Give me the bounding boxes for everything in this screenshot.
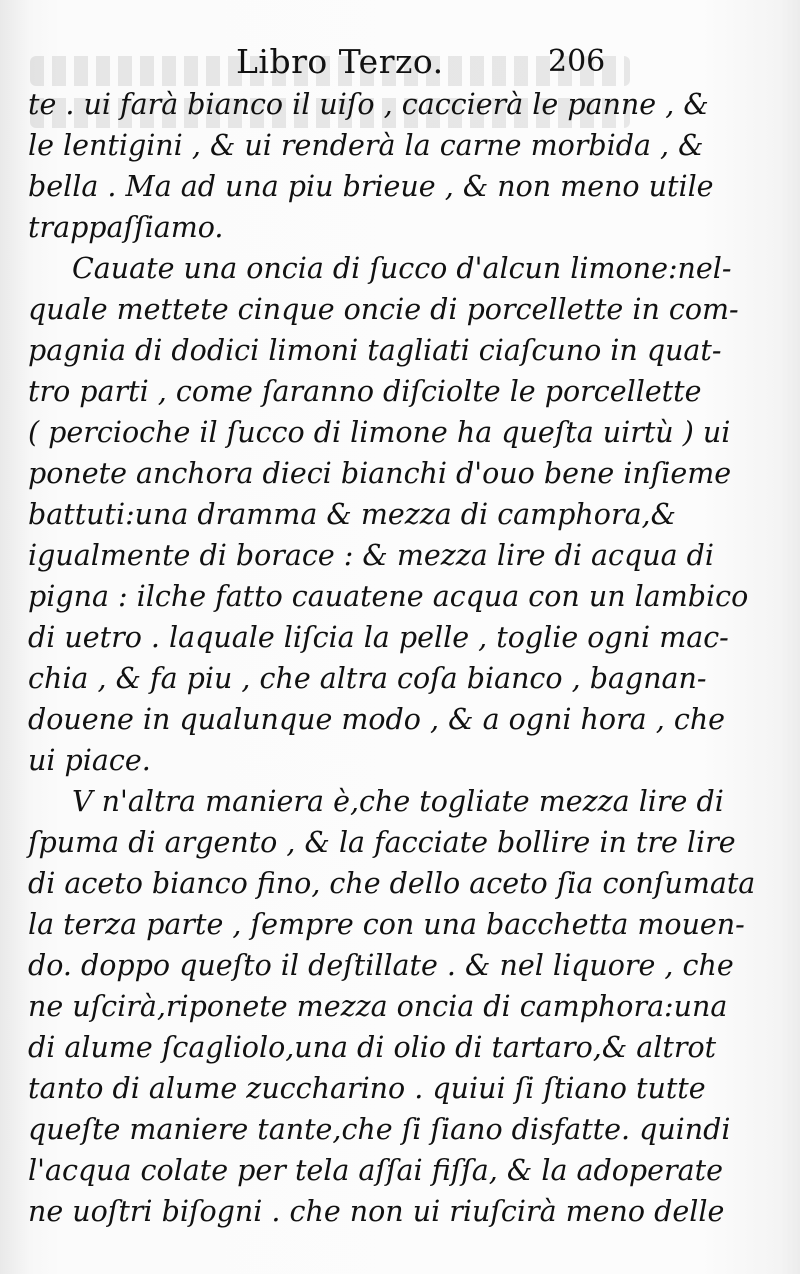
text-line: ſpuma di argento , & la facciate bollire in tre lire — [28, 826, 736, 859]
text-line: Cauate una oncia di ſucco d'alcun limone:nel- — [72, 252, 732, 285]
text-line: la terza parte , ſempre con una bacchetta mouen- — [28, 908, 745, 941]
page-number: 206 — [548, 44, 606, 79]
text-line: l'acqua colate per tela aſſai fiſſa, & la adoperate — [28, 1154, 723, 1187]
text-line: ne uſcirà,riponete mezza oncia di camphora:una — [28, 990, 728, 1023]
text-line: trappaſſiamo. — [28, 211, 224, 244]
text-line: ponete anchora dieci bianchi d'ouo bene inſieme — [28, 457, 732, 490]
text-line: di alume ſcagliolo,una di olio di tartaro,& altrot — [28, 1031, 717, 1064]
text-line: queſte maniere tante,che ſi ſiano disfatte. quindi — [28, 1113, 731, 1146]
text-line: douene in qualunque modo , & a ogni hora , che — [28, 703, 726, 736]
body-text — [28, 84, 756, 1232]
text-line: chia , & fa piu , che altra coſa bianco , bagnan- — [28, 662, 707, 695]
text-line: te . ui farà bianco il uiſo , caccierà le panne , & — [28, 88, 709, 121]
text-line: ui piace. — [28, 744, 151, 777]
text-line: do. doppo queſto il deſtillate . & nel liquore , che — [28, 949, 734, 982]
paragraph — [28, 248, 749, 781]
text-line: tanto di alume zuccharino . quiui ſi ſtiano tutte — [28, 1072, 706, 1105]
text-line: V n'altra maniera è,che togliate mezza lire di — [72, 785, 724, 818]
text-line: pagnia di dodici limoni tagliati ciaſcuno in quat- — [28, 334, 722, 367]
text-line: di aceto bianco fino, che dello aceto ſia conſumata — [28, 867, 756, 900]
text-line: le lentigini , & ui renderà la carne morbida , & — [28, 129, 704, 162]
text-line: ( percioche il ſucco di limone ha queſta uirtù ) ui — [28, 416, 731, 449]
paragraph — [28, 781, 756, 1232]
text-line: battuti:una dramma & mezza di camphora,& — [28, 498, 676, 531]
page-header — [0, 42, 800, 90]
text-line: tro parti , come ſaranno diſciolte le porcellette — [28, 375, 702, 408]
text-line: ne uoſtri biſogni . che non ui riuſcirà meno delle — [28, 1195, 725, 1228]
text-line: igualmente di borace : & mezza lire di acqua di — [28, 539, 714, 572]
text-line: quale mettete cinque oncie di porcellette in com- — [28, 293, 739, 326]
text-line: bella . Ma ad una piu brieue , & non meno utile — [28, 170, 714, 203]
running-title: Libro Terzo. — [236, 42, 444, 81]
paragraph — [28, 84, 714, 248]
text-line: di uetro . laquale liſcia la pelle , toglie ogni mac- — [28, 621, 729, 654]
text-line: pigna : ilche fatto cauatene acqua con un lambico — [28, 580, 749, 613]
